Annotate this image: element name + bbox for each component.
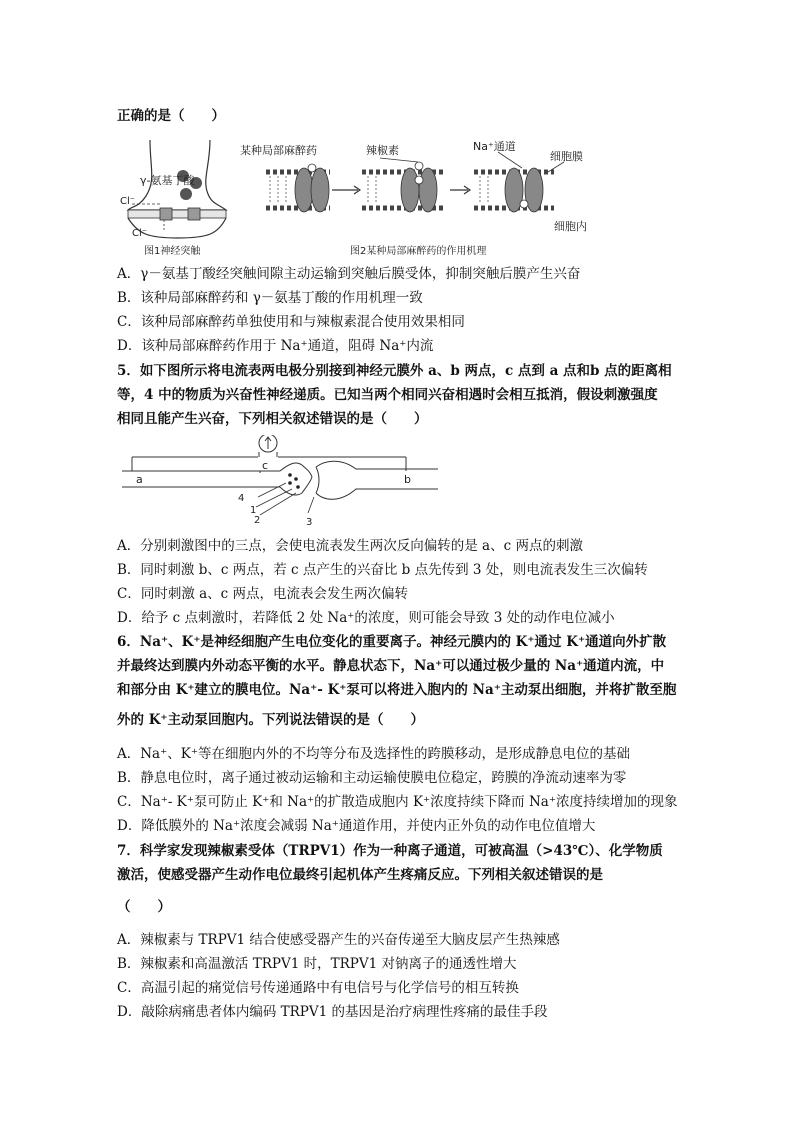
neuron-diagram — [122, 435, 438, 527]
q7-stem-line-1: 7．科学家发现辣椒素受体（TRPV1）作为一种离子通道，可被高温（>43℃）、化学物质 — [117, 843, 663, 859]
cl-bottom-label: Cl⁻ — [132, 228, 148, 239]
q6-stem-line-2: 并最终达到膜内外动态平衡的水平。静息状态下，Na⁺可以通过极少量的 Na⁺通道内流，中 — [117, 658, 665, 674]
q4-option-d: D．该种局部麻醉药作用于 Na⁺通道，阻碍 Na⁺内流 — [117, 338, 434, 354]
na-channel-label: Na⁺通道 — [473, 140, 516, 153]
q6-option-b: B．静息电位时，离子通过被动运输和主动运输使膜电位稳定，跨膜的净流动速率为零 — [117, 770, 627, 786]
anesthetic-mechanism-diagram — [240, 140, 587, 257]
q7-option-b: B．辣椒素和高温激活 TRPV1 时，TRPV1 对钠离子的通透性增大 — [117, 956, 517, 972]
point-c-label: c — [262, 459, 269, 472]
q7-stem-line-3: （ ） — [117, 899, 171, 915]
q5-option-d: D．给予 c 点刺激时，若降低 2 处 Na⁺的浓度，则可能会导致 3 处的动作电位减小 — [117, 610, 615, 626]
cl-top-label: Cl⁻ — [120, 196, 136, 207]
inside-label: 细胞内 — [554, 220, 587, 233]
q6-option-d: D．降低膜外的 Na⁺浓度会减弱 Na⁺通道作用，并使内正外负的动作电位值增大 — [117, 818, 596, 834]
capsaicin-label: 辣椒素 — [366, 144, 399, 157]
q4-option-c: C．该种局部麻醉药单独使用和与辣椒素混合使用效果相同 — [117, 314, 465, 330]
structure-4-label: 4 — [238, 493, 245, 504]
q7-stem-line-2: 激活，使感受器产生动作电位最终引起机体产生疼痛反应。下列相关叙述错误的是 — [117, 867, 603, 883]
fig1-caption: 图1神经突触 — [144, 246, 201, 257]
fig2-caption: 图2某种局部麻醉药的作用机理 — [350, 246, 487, 257]
membrane-segment-2 — [362, 158, 446, 212]
q6-stem-line-1: 6．Na⁺、K⁺是神经细胞产生电位变化的重要离子。神经元膜内的 K⁺通过 K⁺通道向外扩散 — [117, 634, 667, 650]
q5-stem-line-1: 5．如下图所示将电流表两电极分别接到神经元膜外 a、b 两点，c 点到 a 点和b 点的距离相 — [117, 363, 672, 379]
structure-2-label: 2 — [254, 515, 261, 526]
q4-option-b: B．该种局部麻醉药和 γ－氨基丁酸的作用机理一致 — [117, 290, 423, 306]
q6-stem-line-4: 外的 K⁺主动泵回胞内。下列说法错误的是（ ） — [117, 712, 425, 728]
q7-option-d: D．敲除病痛患者体内编码 TRPV1 的基因是治疗病理性疼痛的最佳手段 — [117, 1004, 548, 1020]
q4-intro: 正确的是（ ） — [117, 108, 225, 124]
anesthetic-label: 某种局部麻醉药 — [240, 144, 317, 157]
synapse-diagram — [120, 140, 226, 257]
q5-figure — [120, 435, 440, 527]
membrane-segment-1 — [266, 164, 330, 212]
q7-option-a: A．辣椒素与 TRPV1 结合使感受器产生的兴奋传递至大脑皮层产生热辣感 — [117, 932, 560, 948]
point-b-label: b — [404, 473, 411, 486]
q4-option-a: A．γ－氨基丁酸经突触间隙主动运输到突触后膜受体，抑制突触后膜产生兴奋 — [117, 266, 581, 282]
q5-option-b: B．同时刺激 b、c 两点，若 c 点产生的兴奋比 b 点先传到 3 处，则电流表发生三次偏转 — [117, 562, 648, 578]
q6-stem-line-3: 和部分由 K⁺建立的膜电位。Na⁺- K⁺泵可以将进入胞内的 Na⁺主动泵出细胞，并将扩散至胞 — [117, 682, 677, 698]
q5-option-a: A．分别刺激图中的三点，会使电流表发生两次反向偏转的是 a、c 两点的刺激 — [117, 538, 583, 554]
q6-option-c: C．Na⁺- K⁺泵可防止 K⁺和 Na⁺的扩散造成胞内 K⁺浓度持续下降而 Na⁺浓度持续增加的现象 — [117, 794, 678, 810]
structure-1-label: 1 — [250, 505, 257, 516]
point-a-label: a — [136, 473, 143, 486]
q4-figure — [118, 138, 638, 260]
membrane-label: 细胞膜 — [550, 150, 583, 163]
q5-stem-line-2: 等，4 中的物质为兴奋性神经递质。已知当两个相同兴奋相遇时会相互抵消，假设刺激强度 — [117, 387, 658, 403]
q6-option-a: A．Na⁺、K⁺等在细胞内外的不均等分布及选择性的跨膜移动，是形成静息电位的基础 — [117, 746, 630, 762]
q5-stem-line-3: 相同且能产生兴奋，下列相关叙述错误的是（ ） — [117, 411, 428, 427]
q7-option-c: C．高温引起的痛觉信号传递通路中有电信号与化学信号的相互转换 — [117, 980, 519, 996]
structure-3-label: 3 — [306, 517, 313, 527]
gaba-label: γ-氨基丁酸 — [140, 174, 195, 187]
q5-option-c: C．同时刺激 a、c 两点，电流表会发生两次偏转 — [117, 586, 409, 602]
